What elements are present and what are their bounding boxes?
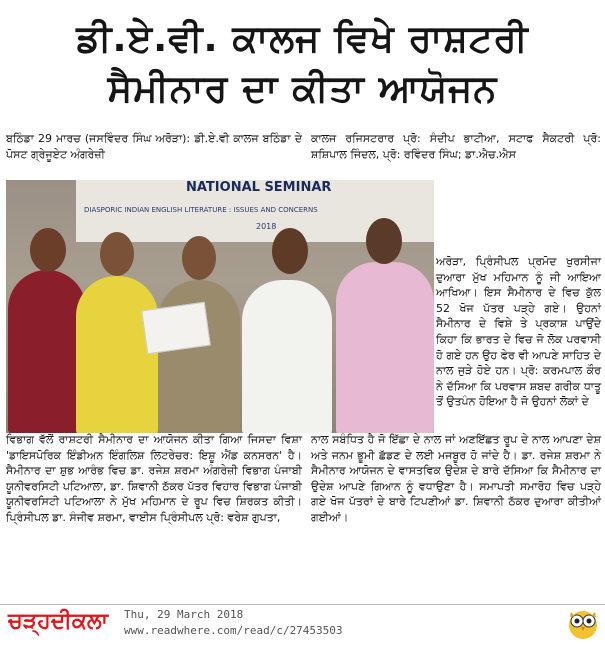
banner-subtitle: DIASPORIC INDIAN ENGLISH LITERATURE : ISSUES AND CONCERNS: [84, 206, 318, 214]
newspaper-logo: ਚੜ੍ਹਦੀਕਲਾ: [8, 609, 109, 634]
headline-line-1: ਡੀ.ਏ.ਵੀ. ਕਾਲਜ ਵਿਖੇ ਰਾਸ਼ਟਰੀ: [76, 17, 529, 60]
article-column-right-side: [436, 254, 601, 410]
article-paragraph: ਵਿਭਾਗ ਵੱਲੋਂ ਰਾਸ਼ਟਰੀ ਸੈਮੀਨਾਰ ਦਾ ਆਯੋਜਨ ਕੀਤਾ ਗਿਆ ਜਿਸਦਾ ਵਿਸ਼ਾ 'ਡਾਇਸਪੋਰਿਕ ਇੰਡੀਅਨ ਇੰਗਲਿਸ਼ ਲਿਟਰੇਚਰ: ਇਸ਼ੂ ਐਂਡ ਕਨਸਰਨ' ਹੈ। ਸੈਮੀਨਾਰ ਦਾ ਸ਼ੁਭ ਆਰੰਭ ਵਿਚ ਡਾ. ਰਜੇਸ਼ ਸ਼ਰਮਾ ਅੰਗਰੇਜ਼ੀ ਵਿਭਾਗ ਪੰਜਾਬੀ ਯੂਨੀਵਰਸਿਟੀ ਪਟਿਆਲਾ, ਡਾ. ਸ਼ਿਵਾਨੀ ਠੱਕਰ ਪੱਤਰ ਵਿਹਾਰ ਵਿਭਾਗ ਪੰਜਾਬੀ ਯੂਨੀਵਰਸਿਟੀ ਪਟਿਆਲਾ ਨੇ ਮੁੱਖ ਮਹਿਮਾਨ ਦੇ ਰੂਪ ਵਿਚ ਸ਼ਿਰਕਤ ਕੀਤੀ। ਪ੍ਰਿੰਸੀਪਲ ਡਾ. ਸੰਜੀਵ ਸ਼ਰਮਾ, ਵਾਈਸ ਪ੍ਰਿੰਸੀਪਲ ਪ੍ਰੋ: ਵਰੇਸ਼ ਗੁਪਤਾ,: [6, 433, 302, 524]
article-paragraph: ਨਾਲ ਸਬੰਧਿਤ ਹੈ ਜੋ ਇੱਛਾ ਦੇ ਨਾਲ ਜਾਂ ਅਣਇੱਛਤ ਰੂਪ ਦੇ ਨਾਲ ਆਪਣਾ ਦੇਸ਼ ਅਤੇ ਜਨਮ ਭੂਮੀ ਛੱਡਣ ਦੇ ਲਈ ਮਜਬੂਰ ਹੋ ਜਾਂਦੇ ਹੈ। ਡਾ. ਰਜੇਸ਼ ਸ਼ਰਮਾ ਨੇ ਸੈਮੀਨਾਰ ਆਯੋਜਨ ਦੇ ਵਾਸਤਵਿਕ ਉਦੇਸ਼ ਦੇ ਬਾਰੇ ਦੱਸਿਆ ਕਿ ਸੈਮੀਨਾਰ ਦਾ ਉਦੇਸ਼ ਆਪਣੇ ਗਿਆਨ ਨੂੰ ਵਧਾਉਣਾ ਹੈ। ਸਮਾਪਤੀ ਸਮਾਰੋਹ ਵਿਚ ਪੜ੍ਹੇ ਗਏ ਖੋਜ ਪੱਤਰਾਂ ਦੇ ਬਾਰੇ ਟਿਪਣੀਆਂ ਡਾ. ਸ਼ਿਵਾਨੀ ਠੱਕਰ ਦੁਆਰਾ ਕੀਤੀਆਂ ਗਈਆਂ।: [311, 433, 601, 524]
person-head: [366, 218, 402, 264]
person-woman: [8, 270, 86, 433]
article-column-left-top: [6, 131, 302, 162]
owl-icon: [566, 606, 600, 640]
article-paragraph: ਬਠਿੰਡਾ 29 ਮਾਰਚ (ਜਸਵਿੰਦਰ ਸਿੰਘ ਅਰੋੜਾ): ਡੀ.ਏ.ਵੀ ਕਾਲਜ ਬਠਿੰਡਾ ਦੇ ਪੋਸਟ ਗ੍ਰੇਜੂਏਟ ਅੰਗਰੇਜ਼ੀ: [6, 132, 302, 161]
person-head: [272, 228, 308, 274]
article-paragraph: ਅਰੋੜਾ, ਪ੍ਰਿੰਸੀਪਲ ਪ੍ਰਮੋਦ ਖੁਰਸੀਜਾ ਦੁਆਰਾ ਮੁੱਖ ਮਹਿਮਾਨ ਨੂੰ ਜੀ ਆਇਆ ਆਖਿਆ। ਇਸ ਸੈਮੀਨਾਰ ਦੇ ਵਿਚ ਕੁੱਲ 52 ਖੋਜ ਪੱਤਰ ਪੜ੍ਹੇ ਗਏ। ਉਹਨਾਂ ਸੈਮੀਨਾਰ ਦੇ ਵਿਸ਼ੇ ਤੇ ਪ੍ਰਕਾਸ਼ ਪਾਉਂਦੇ ਕਿਹਾ ਕਿ ਭਾਰਤ ਦੇ ਵਿਚ ਜੋ ਲੋਕ ਪਰਵਾਸੀ ਹੋ ਗਏ ਹਨ ਉਹ ਫੇਰ ਵੀ ਆਪਣੇ ਸਾਹਿਤ ਦੇ ਨਾਲ ਜੁੜੇ ਹੋਏ ਹਨ। ਪ੍ਰੋ: ਕਰਮਪਾਲ ਕੌਰ ਨੇ ਦੱਸਿਆ ਕਿ ਪਰਵਾਸ ਸ਼ਬਦ ਗਰੀਕ ਧਾਤੂ ਤੋਂ ਉਤਪੰਨ ਹੋਇਆ ਹੈ ਜੋ ਉਹਨਾਂ ਲੋਕਾਂ ਦੇ: [436, 255, 601, 409]
article-column-right-top: [311, 131, 601, 162]
article-column-left-bottom: [6, 432, 302, 526]
banner-title: NATIONAL SEMINAR: [186, 180, 332, 195]
person-white-shirt: [242, 280, 332, 433]
publication-date: Thu, 29 March 2018: [124, 608, 244, 621]
headline-line-2: ਸੈਮੀਨਾਰ ਦਾ ਕੀਤਾ ਆਯੋਜਨ: [107, 67, 498, 110]
person-head: [182, 236, 216, 280]
person-head: [30, 228, 66, 272]
certificate: [141, 302, 211, 354]
article-paragraph: ਕਾਲਜ ਰਜਿਸਟਰਾਰ ਪ੍ਰੋ: ਸੰਦੀਪ ਭਾਟੀਆ, ਸਟਾਫ ਸੈਕਟਰੀ ਪ੍ਰੋ: ਸ਼ਸ਼ਿਪਾਲ ਜਿੰਦਲ, ਪ੍ਰੋ: ਰਵਿੰਦਰ ਸਿੰਘ; ਡਾ.ਐਚ.ਐਸ: [311, 132, 601, 161]
headline: [0, 14, 605, 114]
article-photo: [6, 180, 434, 433]
banner-date: 2018: [256, 222, 277, 231]
source-url[interactable]: www.readwhere.com/read/c/27453503: [124, 624, 343, 637]
footer-divider: [0, 604, 605, 605]
person-pink-shirt: [336, 262, 434, 433]
person-yellow-shirt: [76, 276, 158, 433]
article-column-right-bottom: [311, 432, 601, 526]
person-head: [100, 232, 134, 276]
